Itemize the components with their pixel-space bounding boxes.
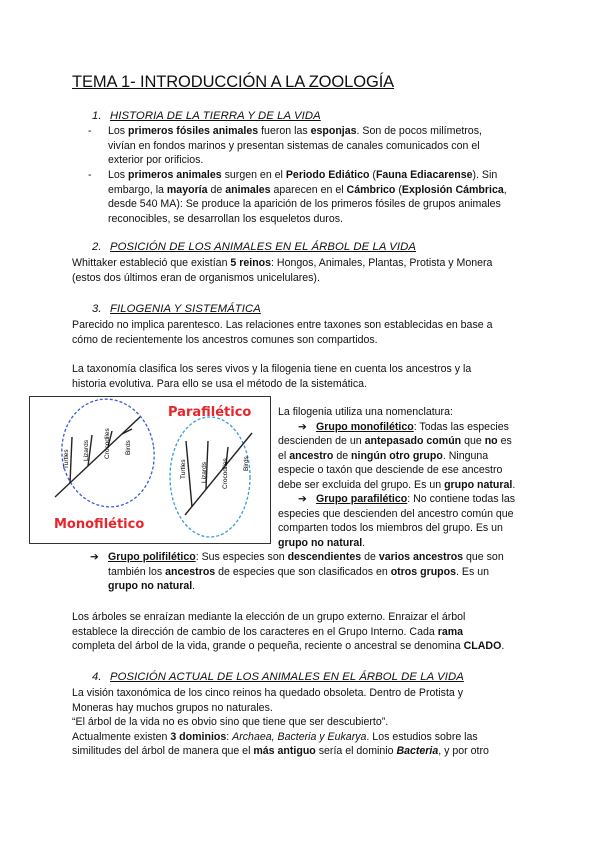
taxon-label-crocodiles-right: Crocodiles <box>222 458 229 489</box>
taxon-label-lizards-right: Lizards <box>201 462 208 483</box>
paragraph-taxonomia: La taxonomía clasifica los seres vivos y la filogenia tiene en cuenta los ancestros y la historia evolutiva. Para ello se usa el método de la sistemática. <box>72 363 472 390</box>
taxon-label-lizards-left: Lizards <box>83 440 90 461</box>
section-number: 3. <box>92 303 102 315</box>
taxon-label-birds-left: Birds <box>125 440 132 455</box>
taxon-label-turtles-right: Turtles <box>180 459 187 479</box>
section-number: 4. <box>92 671 102 683</box>
taxon-label-birds-right: Birds <box>243 456 250 471</box>
paragraph-parentesco: Parecido no implica parentesco. Las relaciones entre taxones son establecidas en base a cómo de recientemente los ancestros comunes son compartidos. <box>72 319 493 346</box>
section-number: 2. <box>92 241 102 253</box>
paragraph-arboles: Los árboles se enraízan mediante la elección de un grupo externo. Enraizar el árbol establece la dirección de cambio de los caracteres en el Grupo Interno. Cada rama completa del árbol de la vida, grande o pequeña, reciente o ancestral se denomina CLADO. <box>72 611 505 652</box>
bullet-marker: - <box>88 125 92 137</box>
monophyletic-label: Monofilético <box>54 517 145 532</box>
bullet-marker: - <box>88 169 92 181</box>
section-heading-2 <box>92 240 416 255</box>
arrow-icon: ➔ <box>298 493 307 505</box>
page-title: TEMA 1- INTRODUCCIÓN A LA ZOOLOGÍA <box>72 73 395 91</box>
tree-branch <box>185 433 252 515</box>
nomenclature-list: La filogenia utiliza una nomenclatura: ➔ Grupo monofilético: Todas las especies descienden de un antepasado común que no es el ancestro de ningún otro grupo. Ninguna especie o taxón que desciende de ese ancestro debe ser excluida del grupo. Es un grupo natural. ➔ Grupo parafilético: No contiene todas las especies que descienden del ancestro común que comparten todos los miembros del grupo. Es un grupo no natural. <box>278 406 516 549</box>
arrow-icon: ➔ <box>298 420 307 433</box>
section-title: POSICIÓN ACTUAL DE LOS ANIMALES EN EL ÁRBOL DE LA VIDA <box>110 671 464 683</box>
bullet-item-fossils: Los primeros fósiles animales fueron las esponjas. Son de pocos milímetros, vivían en fondos marinos y presentan sistemas de canales comunicados con el exterior por orificios. <box>108 125 482 166</box>
phylogeny-figure <box>29 396 271 544</box>
taxon-label-crocodiles-left: Crocodiles <box>104 428 111 459</box>
polyphyletic-item: Grupo polifilético: Sus especies son descendientes de varios ancestros que son también los ancestros de especies que son clasificados en otros grupos. Es un grupo no natural. <box>108 551 504 592</box>
paragraph-whittaker: Whittaker estableció que existían 5 reinos: Hongos, Animales, Plantas, Protista y Monera (estos dos últimos eran de organismos unicelulares). <box>72 257 493 284</box>
section-title: HISTORIA DE LA TIERRA Y DE LA VIDA <box>110 110 321 122</box>
section-number: 1. <box>92 110 102 122</box>
section-title: FILOGENIA Y SISTEMÁTICA <box>110 303 261 315</box>
tree-branch <box>70 437 72 483</box>
arrow-icon: ➔ <box>90 551 99 563</box>
paragraph-dominios: La visión taxonómica de los cinco reinos ha quedado obsoleta. Dentro de Protista y Moneras hay muchos grupos no naturales. “El árbol de la vida no es obvio sino que tiene que ser descubierto”. Actualmente existen 3 dominios: Archaea, Bacteria y Eukarya. Los estudios sobre las similitudes del árbol de manera que el más antiguo sería el dominio Bacteria, y por otro <box>72 687 489 757</box>
section-heading-3 <box>92 302 261 317</box>
section-heading-4 <box>92 670 464 685</box>
paraphyletic-label: Parafilético <box>168 405 252 420</box>
section-heading-1 <box>92 109 321 124</box>
bullet-item-first-animals: Los primeros animales surgen en el Periodo Ediático (Fauna Ediacarense). Sin embargo, la mayoría de animales aparecen en el Cámbrico (Explosión Cámbrica, desde 540 MA): Se produce la aparición de los primeros fósiles de grupos animales reconocibles, se desarrollan los esqueletos duros. <box>108 169 507 225</box>
taxon-label-turtles-left: Turtles <box>63 449 70 469</box>
section-title: POSICIÓN DE LOS ANIMALES EN EL ÁRBOL DE LA VIDA <box>110 241 417 253</box>
